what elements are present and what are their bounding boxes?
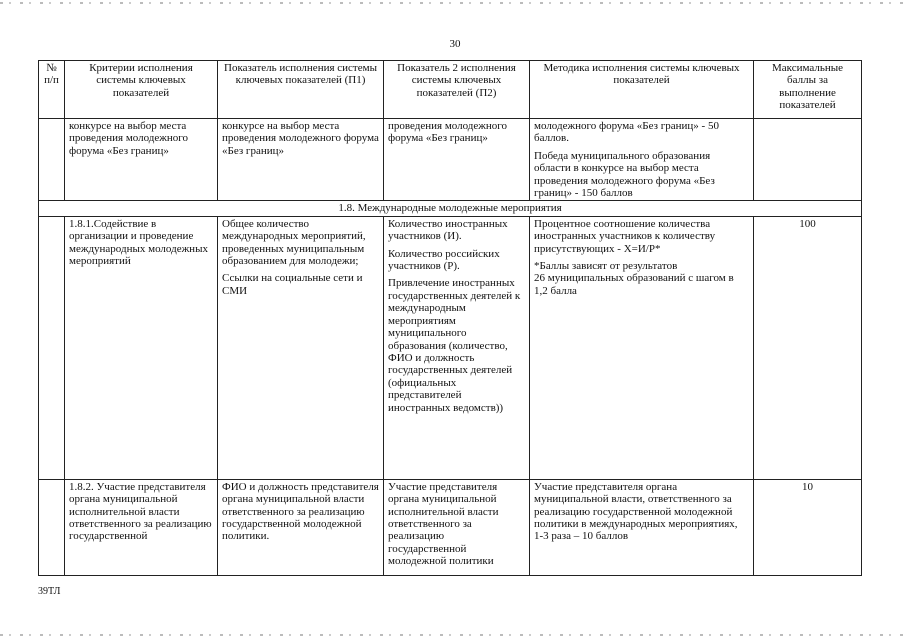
criteria-table [38, 60, 862, 576]
cell-p1 [218, 216, 384, 479]
p2-text-3: Привлечение иностранных государственных деятелей к международным мероприятиям муниципального образования (количество, ФИО и должность государственных деятелей (официальных представителей иностранных ведомств)) [388, 277, 521, 414]
cell-p2: проведения молодежного форума «Без границ» [384, 119, 530, 201]
method-text-2: *Баллы зависят от результатов [534, 260, 678, 273]
cell-num [39, 216, 65, 479]
method-text-1: молодежного форума «Без границ» - 50 баллов. [534, 120, 719, 145]
cell-max: 100 [754, 216, 862, 479]
p2-text-1: Количество иностранных участников (И). [388, 217, 508, 243]
cell-criteria: конкурсе на выбор места проведения молодежного форума «Без границ» [65, 119, 218, 201]
cell-max [754, 119, 862, 201]
p1-text-1: Общее количество международных мероприятий, проведенных муниципальным образованием для молодежи; [222, 217, 366, 268]
footer-code: 39ТЛ [38, 586, 61, 597]
scan-edge-bottom [0, 634, 905, 636]
cell-method [530, 216, 754, 479]
cell-p2 [384, 216, 530, 479]
header-criteria: Критерии исполнения системы ключевых показателей [65, 61, 218, 119]
cell-p1: конкурсе на выбор места проведения молодежного форума «Без границ» [218, 119, 384, 201]
cell-p2: Участие представителя органа муниципальной исполнительной власти ответственного за реализацию государственной молодежной политики [384, 479, 530, 575]
header-max: Максимальные баллы за выполнение показателей [754, 61, 862, 119]
header-method: Методика исполнения системы ключевых показателей [530, 61, 754, 119]
cell-max: 10 [754, 479, 862, 575]
table-row-continuation [39, 119, 862, 201]
section-row [39, 201, 862, 216]
header-p2: Показатель 2 исполнения системы ключевых показателей (П2) [384, 61, 530, 119]
method-text-2: Победа муниципального образования области в конкурсе на выбор места проведения молодежного форума «Без границ» - 150 баллов [534, 149, 715, 200]
section-title: 1.8. Международные молодежные мероприятия [39, 201, 862, 216]
table-row-1-8-2 [39, 479, 862, 575]
cell-criteria: 1.8.1.Содействие в организации и проведение международных молодежных мероприятий [65, 216, 218, 479]
scan-edge-top [0, 2, 905, 4]
header-p1: Показатель исполнения системы ключевых показателей (П1) [218, 61, 384, 119]
table-row-1-8-1 [39, 216, 862, 479]
cell-method: Участие представителя органа муниципальной власти, ответственного за реализацию государственной молодежной политики в международных мероприятиях, 1-3 раза – 10 баллов [530, 479, 754, 575]
p2-text-2: Количество российских участников (Р). [388, 247, 500, 273]
cell-num [39, 479, 65, 575]
cell-p1: ФИО и должность представителя органа муниципальной власти ответственного за реализацию государственной молодежной политики. [218, 479, 384, 575]
table-header-row [39, 61, 862, 119]
method-text-1: Процентное соотношение количества иностранных участников к количеству присутствующих - Х=И/Р* [534, 217, 716, 255]
cell-num [39, 119, 65, 201]
cell-method [530, 119, 754, 201]
header-num: № п/п [39, 61, 65, 119]
method-text-3: 26 муниципальных образований с шагом в 1,2 балла [534, 272, 734, 297]
p1-text-2: Ссылки на социальные сети и СМИ [222, 272, 363, 297]
cell-criteria: 1.8.2. Участие представителя органа муниципальной исполнительной власти ответственного за реализацию государственной [65, 479, 218, 575]
page-number: 30 [449, 38, 461, 50]
